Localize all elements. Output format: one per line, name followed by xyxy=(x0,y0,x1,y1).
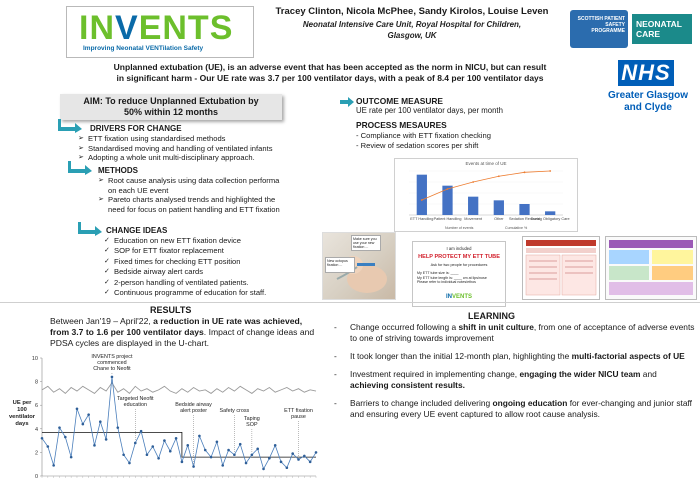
y-tick-label: 6 xyxy=(34,403,38,410)
ue-rate-point xyxy=(210,456,213,459)
logo-word xyxy=(79,9,233,47)
list-item: - Review of sedation scores per shift xyxy=(356,141,479,150)
checklist-graphic xyxy=(523,237,599,299)
ue-rate-point xyxy=(93,444,96,447)
annotation-label: alert poster xyxy=(180,408,208,414)
ue-rate-point xyxy=(41,437,44,440)
ue-rate-point xyxy=(186,444,189,447)
arrow-icon xyxy=(78,222,104,236)
logo-word-c: ENTS xyxy=(138,9,234,47)
flyer-line-d3: Please refer to individual notes/ethos xyxy=(417,280,476,285)
results-heading: RESULTS xyxy=(150,305,192,315)
results-text: Between Jan'19 – April'22, a reduction in UE rate was achieved, from 3.7 to 1.6 per 100 ventilator days. Impact of change ideas and PDSA cycles are displayed in the U-chart. xyxy=(50,316,315,348)
affiliation-line-2: Glasgow, UK xyxy=(387,31,437,40)
methods-list xyxy=(98,176,328,214)
check-icon: ✓ xyxy=(104,278,110,286)
intro-line-1: Unplanned extubation (UE), is an adverse event that has been accepted as the norm in NICU, but can result xyxy=(113,62,547,72)
logo-word-a: IN xyxy=(79,9,115,47)
ue-rate-point xyxy=(198,435,201,438)
ue-rate-point xyxy=(140,430,143,433)
annotation-label: education xyxy=(123,402,147,408)
check-icon: ✓ xyxy=(104,268,110,276)
logo-tagline: Improving Neonatal VENTilation Safety xyxy=(83,45,204,52)
flyer-line-d1: My ETT tube size is: ____ xyxy=(417,271,459,275)
arrow-icon xyxy=(68,161,94,175)
upper-control-limit xyxy=(42,383,316,394)
list-item: - Investment required in implementing change, engaging the wider NICU team and achieving consistent results. xyxy=(334,369,657,390)
ue-rate-point xyxy=(239,443,242,446)
neonatal-care-label: NEONATAL CARE xyxy=(632,14,692,44)
flyer-line-d2: My ETT tube length is: ____ cm at lips/nose xyxy=(417,275,487,280)
photo-note-b: Make sure you use your new fixation ... xyxy=(351,235,381,251)
annotation-label: Bedside airway xyxy=(175,402,212,408)
ue-rate-point xyxy=(181,461,184,464)
check-icon: ✓ xyxy=(104,289,110,297)
drivers-list xyxy=(78,134,328,163)
list-item: ✓ SOP for ETT fixator replacement xyxy=(104,246,224,256)
section-divider xyxy=(0,302,700,303)
infant-photo xyxy=(322,232,396,300)
arrowhead-bullet-icon: ➢ xyxy=(78,144,84,152)
ue-rate-point xyxy=(52,464,55,467)
ue-rate-point xyxy=(268,457,271,460)
list-item: ➢ Standardised moving and handling of ventilated infants xyxy=(78,143,273,153)
list-item: ✓ Education on new ETT fixation device xyxy=(104,236,241,245)
arrow-icon xyxy=(58,119,84,133)
pareto-title: Events at time of UE xyxy=(465,161,507,166)
list-item: ➢ Adopting a whole unit multi-disciplinary approach. xyxy=(78,153,255,163)
change-ideas-heading: CHANGE IDEAS xyxy=(106,226,168,235)
u-chart xyxy=(4,348,320,491)
pareto-chart xyxy=(394,158,578,232)
photo-note-a: New octopus fixation ... xyxy=(325,257,355,273)
pareto-plot xyxy=(395,159,577,231)
ue-rate-point xyxy=(297,458,300,461)
intro-statement xyxy=(60,62,600,84)
nhs-org-line-2: and Clyde xyxy=(624,102,672,113)
change-ideas-list xyxy=(104,236,324,298)
pareto-category-label: During Obligatory Care xyxy=(530,217,570,221)
ue-rate-point xyxy=(58,426,61,429)
ue-rate-point xyxy=(315,451,318,454)
flyer-headline: HELP PROTECT MY ETT TUBE xyxy=(418,254,500,260)
y-tick-label: 8 xyxy=(34,379,38,386)
authors: Tracey Clinton, Nicola McPhee, Sandy Kirolos, Louise Leven xyxy=(275,6,549,17)
learning-heading: LEARNING xyxy=(468,311,515,321)
ue-rate-point xyxy=(309,461,312,464)
y-axis-label: ventilator xyxy=(8,414,36,420)
pareto-bar xyxy=(442,186,452,215)
ue-rate-point xyxy=(286,466,289,469)
annotation-label: Targeted Neofit xyxy=(116,396,154,402)
ue-rate-point xyxy=(216,440,219,443)
flyer-details xyxy=(417,271,501,285)
pareto-category-label: ETT Handling xyxy=(410,217,434,221)
list-item: need for focus on patient handling and ETT fixation xyxy=(108,204,280,214)
annotation-label: INVENTS project xyxy=(91,354,133,360)
check-icon: ✓ xyxy=(104,247,110,255)
list-item: ✓ Continuous programme of education for staff. xyxy=(104,288,267,298)
y-axis-label: UE per xyxy=(12,400,32,406)
ue-rate-point xyxy=(134,442,137,445)
list-item: - It took longer than the initial 12-month plan, highlighting the multi-factorial aspects of UE xyxy=(334,351,685,361)
process-list xyxy=(356,131,491,151)
affiliation-line-1: Neonatal Intensive Care Unit, Royal Hospital for Children, xyxy=(302,20,522,29)
aim-line-2: 50% within 12 months xyxy=(123,107,219,117)
logo-word-b: V xyxy=(115,9,139,47)
ue-rate-point xyxy=(175,437,178,440)
list-item: on each UE event xyxy=(108,185,169,195)
ue-rate-point xyxy=(151,445,154,448)
pareto-bar xyxy=(468,197,478,215)
sps-logo xyxy=(570,8,696,50)
ue-rate-point xyxy=(227,449,230,452)
ue-rate-point xyxy=(122,453,125,456)
aim-line-1: AIM: To reduce Unplanned Extubation by xyxy=(83,96,259,106)
y-axis-label: 100 xyxy=(17,407,27,413)
nhs-org-name xyxy=(600,90,696,114)
pareto-category-label: Sedation Removal xyxy=(508,217,541,221)
check-icon: ✓ xyxy=(104,257,110,265)
outcome-text: UE rate per 100 ventilator days, per month xyxy=(356,106,503,115)
ue-rate-point xyxy=(303,455,306,458)
ue-rate-point xyxy=(233,453,236,456)
sps-badge: SCOTTISH PATIENT SAFETY PROGRAMME xyxy=(570,10,628,48)
list-item: - Barriers to change included delivering ongoing education for ever-changing and junior staff and ensuring every UE event captured to allow root cause analysis. xyxy=(334,398,692,419)
list-item: ➢ Pareto charts analysed trends and highlighted the xyxy=(98,195,276,205)
y-tick-label: 10 xyxy=(31,356,38,362)
flyer-line-c: Ask for two people for procedures xyxy=(430,263,488,267)
pareto-cumulative-line xyxy=(422,171,550,200)
pareto-category-label: Other xyxy=(494,217,504,221)
drivers-heading: DRIVERS FOR CHANGE xyxy=(90,124,182,133)
education-board-thumbnail xyxy=(605,236,697,300)
nhs-org-line-1: Greater Glasgow xyxy=(607,90,689,101)
ue-rate-point xyxy=(291,452,294,455)
list-item: ✓ Fixed times for checking ETT position xyxy=(104,256,241,266)
ue-rate-point xyxy=(70,456,73,459)
ue-rate-point xyxy=(163,439,166,442)
ue-rate-point xyxy=(262,468,265,471)
protect-ett-flyer xyxy=(412,241,506,307)
annotation-label: Safety cross xyxy=(219,408,250,414)
check-icon: ✓ xyxy=(104,237,110,244)
u-chart-plot xyxy=(4,348,320,491)
annotation-label: Chane to Neofit xyxy=(93,366,131,372)
ue-rate-point xyxy=(204,449,207,452)
y-tick-label: 2 xyxy=(34,450,38,457)
annotation-label: ETT fixation xyxy=(284,408,313,414)
pareto-legend-line: Cumulative % xyxy=(505,226,528,230)
checklist-thumbnail xyxy=(522,236,600,300)
ue-rate-point xyxy=(169,450,172,453)
flyer-logo: INVENTS xyxy=(445,294,472,300)
ue-rate-point xyxy=(280,461,283,464)
y-tick-label: 4 xyxy=(34,426,38,433)
ue-rate-point xyxy=(105,438,108,441)
ue-rate-point xyxy=(192,465,195,468)
list-item: - Compliance with ETT fixation checking xyxy=(356,131,491,140)
nhs-logo xyxy=(600,60,696,124)
pareto-bar xyxy=(519,204,529,215)
annotation-label: Taping xyxy=(243,416,260,422)
ue-rate-point xyxy=(87,413,90,416)
ue-rate-point xyxy=(245,462,248,465)
y-axis-label: days xyxy=(15,421,29,427)
methods-heading: METHODS xyxy=(98,166,138,175)
ue-rate-point xyxy=(256,448,259,451)
annotation-label: pause xyxy=(291,414,306,420)
list-item: - Change occurred following a shift in unit culture, from one of acceptance of adverse events to one of striving towards improvement xyxy=(334,322,695,343)
invents-logo xyxy=(66,6,254,58)
annotation-label: commenced xyxy=(97,360,127,366)
ue-rate-point xyxy=(274,444,277,447)
arrowhead-bullet-icon: ➢ xyxy=(78,135,84,142)
ue-rate-point xyxy=(221,464,224,467)
ue-rate-point xyxy=(251,453,254,456)
flyer-line-a: I am included xyxy=(446,246,472,251)
pareto-bar xyxy=(417,175,427,215)
ue-rate-point xyxy=(128,462,131,465)
ue-rate-point xyxy=(82,423,85,426)
ue-rate-point xyxy=(116,426,119,429)
intro-line-2: in significant harm - Our UE rate was 3.7 per 100 ventilator days, with a peak of 8.4 per 100 ventilator days xyxy=(116,73,544,83)
outcome-heading: OUTCOME MEASURE xyxy=(356,96,444,106)
ue-rate-point xyxy=(64,436,67,439)
pareto-legend-bars: Number of events xyxy=(445,226,474,230)
ue-rate-point xyxy=(99,420,102,423)
nhs-wordmark: NHS xyxy=(618,60,674,86)
pareto-category-label: Patient Handling xyxy=(433,217,462,221)
list-item: ✓ 2-person handling of ventilated patients. xyxy=(104,277,249,287)
ue-rate-point xyxy=(47,445,50,448)
learning-list xyxy=(330,322,696,427)
process-heading: PROCESS MESAURES xyxy=(356,120,447,130)
ue-rate-point xyxy=(157,457,160,460)
pareto-bar xyxy=(494,200,504,215)
aim-box xyxy=(60,94,282,120)
list-item: ➢ ETT fixation using standardised methods xyxy=(78,134,226,143)
right-arrow-icon xyxy=(340,97,354,107)
pareto-bar xyxy=(545,211,555,215)
affiliation xyxy=(262,19,562,41)
arrowhead-bullet-icon: ➢ xyxy=(98,177,104,184)
y-tick-label: 0 xyxy=(34,474,38,480)
arrowhead-bullet-icon: ➢ xyxy=(98,196,104,204)
board-graphic xyxy=(606,237,696,299)
arrowhead-bullet-icon: ➢ xyxy=(78,154,84,162)
annotation-label: SOP xyxy=(246,422,258,428)
ue-rate-point xyxy=(146,453,149,456)
pareto-category-label: Movement xyxy=(464,217,483,221)
ue-rate-point xyxy=(76,407,79,410)
ue-rate-point xyxy=(111,376,114,379)
list-item: ✓ Bedside airway alert cards xyxy=(104,267,204,277)
list-item: ➢ Root cause analysis using data collection performa xyxy=(98,176,280,185)
